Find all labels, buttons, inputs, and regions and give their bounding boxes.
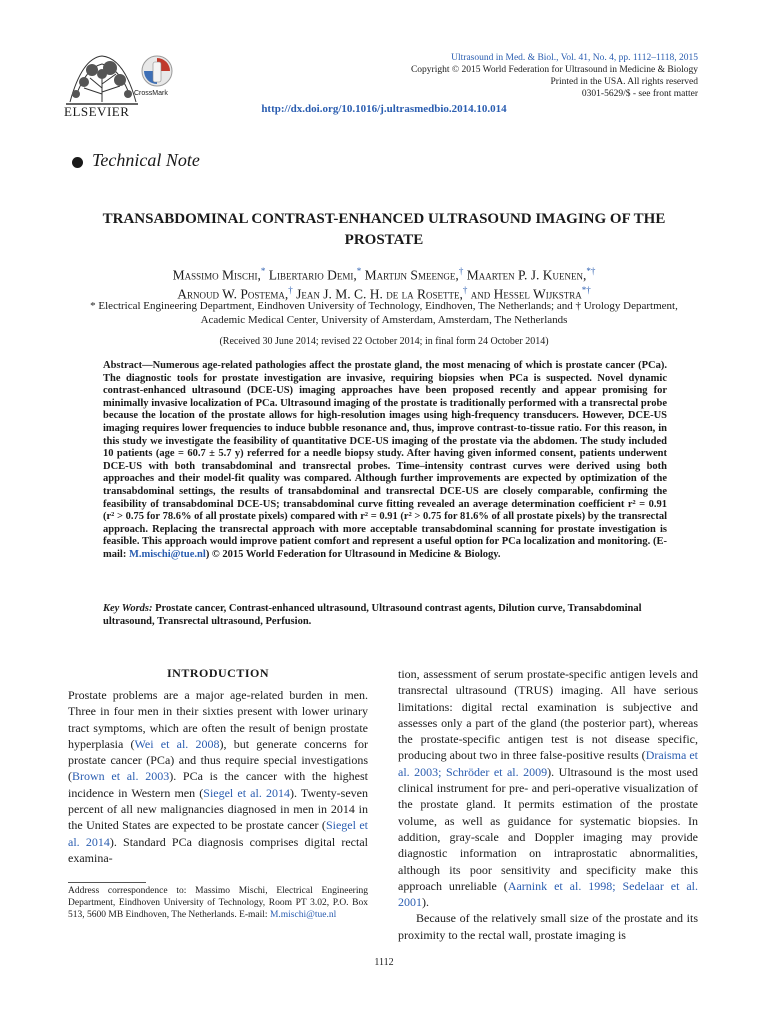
doi-link[interactable]: http://dx.doi.org/10.1016/j.ultrasmedbio.2014.10.014: [261, 103, 507, 115]
citation-link[interactable]: Brown et al. 2003: [72, 769, 170, 784]
affiliation-mark[interactable]: *†: [581, 285, 591, 295]
citation-link[interactable]: Wei et al. 2008: [134, 736, 220, 751]
author-name: Maarten P. J. Kuenen,: [466, 267, 587, 283]
bullet-icon: [72, 157, 83, 168]
body-text: ), but generate concerns for prostate cancer (PCa) and thus require special investigations (: [68, 736, 368, 784]
body-text: ). Ultrasound is the most used clinical instrument for pre- and peri-operative visualization of the prostate gland. It permits estimation of the prostate volume, as well as guidance for systematic biopsies. In addition, gray-scale and Doppler imaging may provide diagnostic information on intraprostatic abnormalities, although its poor sensitivity and specificity make this approach unreliable (: [398, 764, 698, 893]
affiliation-mark[interactable]: *: [260, 266, 266, 276]
author-name: Libertario Demi,: [268, 267, 357, 283]
journal-citation[interactable]: Ultrasound in Med. & Biol., Vol. 41, No. 4, pp. 1112–1118, 2015: [451, 53, 698, 63]
author-name: Massimo Mischi,: [172, 267, 261, 283]
copyright-line: Copyright © 2015 World Federation for Ultrasound in Medicine & Biology: [410, 65, 698, 75]
abstract-email-link[interactable]: M.mischi@tue.nl: [128, 548, 206, 560]
abstract: [103, 360, 667, 562]
section-heading: INTRODUCTION: [166, 666, 269, 680]
author-name: Martijn Smeenge,: [364, 267, 459, 283]
footnote-divider: [68, 882, 146, 883]
affiliation-mark[interactable]: †: [462, 285, 468, 295]
body-text: ). Twenty-seven percent of all new malignancies diagnosed in men in 2014 in the United States are expected to be prostate cancer (: [68, 785, 368, 833]
citation-link[interactable]: Draisma et al. 2003; Schröder et al. 2009: [398, 748, 699, 779]
received-dates: (Received 30 June 2014; revised 22 October 2014; in final form 24 October 2014): [219, 336, 549, 347]
abstract-end: ) © 2015 World Federation for Ultrasound in Medicine & Biology.: [205, 548, 501, 560]
publisher-name: ELSEVIER: [64, 104, 130, 119]
body-text: ).: [422, 895, 429, 910]
section-label: Technical Note: [92, 150, 200, 170]
crossmark-label: CrossMark: [134, 90, 168, 97]
body-column-right: [398, 666, 698, 943]
keywords-label: Key Words:: [103, 603, 153, 614]
body-text: Prostate problems are a major age-related burden in men. Three in four men in their sixties present with lower urinary tract symptoms, which are often the result of benign prostate hyperplasia (: [68, 688, 368, 751]
correspondence-footnote: [68, 885, 368, 921]
page-number: 1112: [374, 957, 394, 968]
body-column-left: [68, 687, 368, 866]
paragraph: Because of the relatively small size of the prostate and its proximity to the rectal wall, prostate imaging is: [398, 911, 698, 942]
affiliation-mark[interactable]: †: [288, 285, 293, 295]
author-name: Jean J. M. C. H. de la Rosette,: [296, 286, 463, 302]
affiliations: * Electrical Engineering Department, Eindhoven University of Technology, Eindhoven, The Netherlands; and † Urology Department, Academic Medical Center, University of Amsterdam, Amsterdam, The Netherlands: [90, 300, 678, 326]
affiliation-mark[interactable]: *: [356, 266, 362, 276]
citation-link[interactable]: Aarnink et al. 1998; Sedelaar et al. 2001: [398, 878, 698, 910]
keywords-text: Prostate cancer, Contrast-enhanced ultrasound, Ultrasound contrast agents, Dilution curve, Transabdominal ultrasound, Transrectal ultrasound, Perfusion.: [103, 603, 642, 627]
body-text: ). PCa is the cancer with the highest incidence in Western men (: [68, 769, 368, 800]
issn-line: 0301-5629/$ - see front matter: [581, 89, 698, 99]
printed-line: Printed in the USA. All rights reserved: [550, 77, 698, 87]
affiliation-mark[interactable]: *†: [586, 266, 596, 276]
paper-title: TRANSABDOMINAL CONTRAST-ENHANCED ULTRASOUND IMAGING OF THE PROSTATE: [102, 211, 666, 248]
footnote-text: Address correspondence to: Massimo Mischi, Electrical Engineering Department, Eindhoven University of Technology, Room PT 3.02, P.O. Box 513, 5600 MB Eindhoven, The Netherlands. E-mail:: [68, 886, 368, 920]
body-text: tion, assessment of serum prostate-specific antigen levels and transrectal ultrasound (TRUS) imaging. All have serious limitations: digital rectal examination is subjective and assesses only a part of the gland (the posterior part), whereas the prostate-specific antigen test is not disease specific, producing about two in three false-positive results (: [398, 667, 698, 763]
citation-link[interactable]: Siegel et al. 2014: [68, 818, 369, 849]
author-name: and Hessel Wijkstra: [470, 286, 582, 302]
author-name: Arnoud W. Postema,: [177, 286, 289, 302]
affiliation-mark[interactable]: †: [458, 266, 464, 276]
body-text: ). Standard PCa diagnosis comprises digital rectal examina-: [68, 834, 368, 865]
crossmark-icon[interactable]: [140, 54, 174, 92]
paragraph: [398, 666, 698, 910]
citation-link[interactable]: Siegel et al. 2014: [203, 785, 290, 800]
footnote-email-link[interactable]: M.mischi@tue.nl: [269, 910, 337, 920]
keywords: [103, 603, 667, 628]
abstract-text: Abstract—Numerous age-related pathologies affect the prostate gland, the most menacing of which is prostate cancer (PCa). The diagnostic tools for prostate investigation are invasive, requiring biopsies when PCa is suspected. Novel dynamic contrast-enhanced ultrasound (DCE-US) imaging approaches have been proposed recently and appear promising for minimally invasive localization of PCa. Ultrasound imaging of the prostate is traditionally performed with a transrectal probe because the location of the prostate allows for high-resolution images using high-frequency transducers. However, DCE-US imaging requires lower frequencies to induce bubble resonance and, thus, improve contrast-to-tissue ratio. For this reason, in this study we investigate the feasibility of quantitative DCE-US imaging of the prostate via the abdomen. The study included 10 patients (age = 60.7 ± 5.7 y) referred for a needle biopsy study. After having given informed consent, patients underwent DCE-US with both transabdominal and transrectal probes. Time–intensity contrast curves were derived using both approaches and their model-fit quality was compared. Although further improvements are expected by optimization of the transabdominal settings, the results of transabdominal and transrectal DCE-US are closely comparable, confirming the feasibility of transabdominal DCE-US; transabdominal curve fitting revealed an average determination coefficient r² = 0.91 (r² > 0.75 for 78.6% of all prostate pixels) compared with r² = 0.91 (r² > 0.75 for 81.6% of all prostate pixels) by the transrectal approach. Replacing the transrectal approach with more acceptable transabdominal scanning for prostate investigation is feasible. This approach would improve patient comfort and represent a useful option for PCa localization and monitoring. (E-mail:: [103, 360, 667, 560]
